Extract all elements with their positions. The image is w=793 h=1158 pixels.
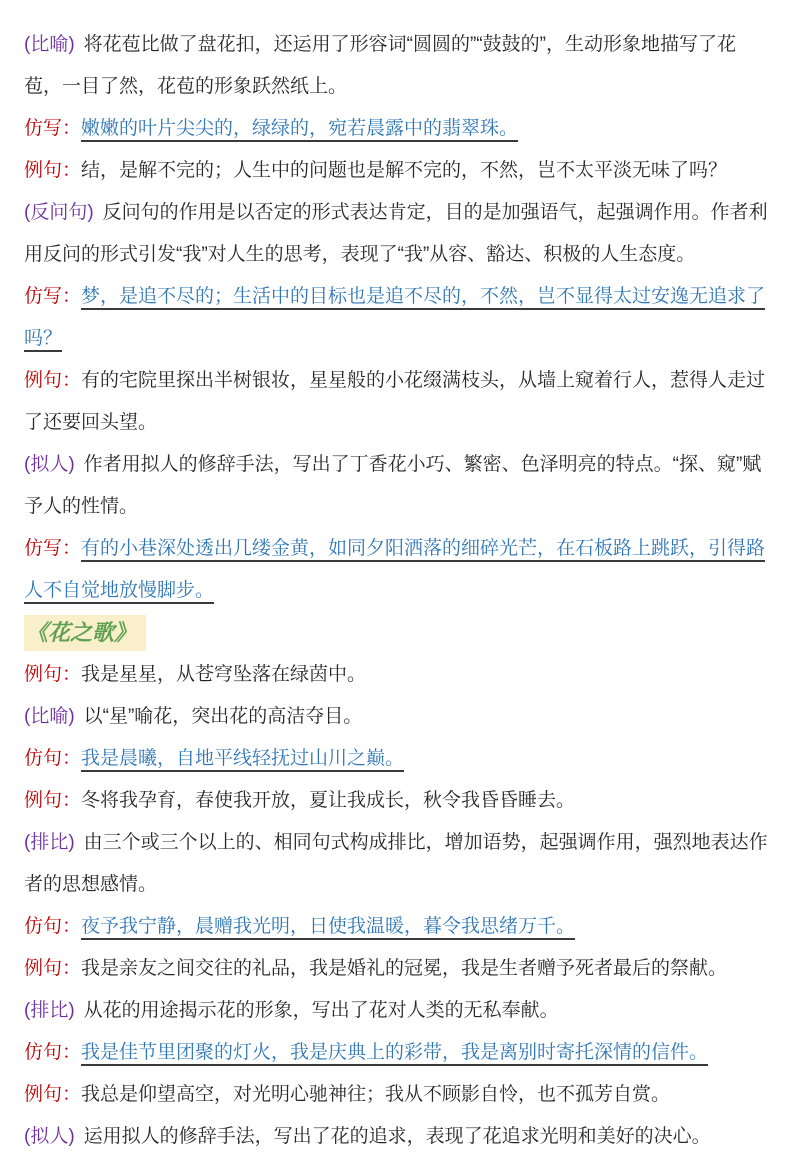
paragraph-example bbox=[24, 780, 773, 822]
paragraph-imitation bbox=[24, 276, 773, 360]
rhetoric-device-label: (拟人) bbox=[24, 1126, 75, 1147]
rhetoric-device-label: (比喻) bbox=[24, 706, 75, 727]
imitation-text: 梦，是追不尽的；生活中的目标也是追不尽的，不然，岂不显得太过安逸无追求了吗？ bbox=[24, 286, 766, 349]
imitation-label: 仿写： bbox=[24, 118, 82, 139]
imitation-label: 仿写： bbox=[24, 286, 82, 307]
imitation-label: 仿句： bbox=[24, 916, 82, 937]
imitation-label: 仿句： bbox=[24, 1042, 82, 1063]
paragraph-imitation bbox=[24, 906, 773, 948]
paragraph-text: 我是星星，从苍穹坠落在绿茵中。 bbox=[81, 664, 367, 685]
paragraph-text: 由三个或三个以上的、相同句式构成排比，增加语势，起强调作用，强烈地表达作者的思想感情。 bbox=[24, 832, 768, 895]
paragraph-device-analysis bbox=[24, 696, 773, 738]
paragraph-text: 运用拟人的修辞手法，写出了花的追求，表现了花追求光明和美好的决心。 bbox=[83, 1126, 711, 1147]
paragraph-example bbox=[24, 654, 773, 696]
imitation-label: 仿句： bbox=[24, 748, 82, 769]
paragraph-text: 将花苞比做了盘花扣，还运用了形容词“圆圆的”“鼓鼓的”，生动形象地描写了花苞，一目了然，花苞的形象跃然纸上。 bbox=[24, 34, 736, 97]
example-label: 例句： bbox=[24, 790, 82, 811]
imitation-text: 我是晨曦，自地平线轻抚过山川之巅。 bbox=[81, 748, 405, 769]
imitation-text: 有的小巷深处透出几缕金黄，如同夕阳洒落的细碎光芒，在石板路上跳跃，引得路人不自觉地放慢脚步。 bbox=[24, 538, 766, 601]
paragraph-example bbox=[24, 1074, 773, 1116]
paragraph-device-analysis bbox=[24, 990, 773, 1032]
paragraph-imitation bbox=[24, 738, 773, 780]
paragraph-text: 从花的用途揭示花的形象，写出了花对人类的无私奉献。 bbox=[83, 1000, 559, 1021]
example-label: 例句： bbox=[24, 160, 82, 181]
example-label: 例句： bbox=[24, 958, 82, 979]
example-label: 例句： bbox=[24, 664, 82, 685]
rhetoric-device-label: (排比) bbox=[24, 832, 75, 853]
paragraph-text: 有的宅院里探出半树银妆，星星般的小花缀满枝头，从墙上窥着行人，惹得人走过了还要回头望。 bbox=[24, 370, 766, 433]
paragraph-device-analysis bbox=[24, 192, 773, 276]
paragraph-text: 我是亲友之间交往的礼品，我是婚礼的冠冕，我是生者赠予死者最后的祭献。 bbox=[81, 958, 728, 979]
paragraph-device-analysis bbox=[24, 822, 773, 906]
paragraph-device-analysis bbox=[24, 24, 773, 108]
imitation-text: 夜予我宁静，晨赠我光明，日使我温暖，暮令我思绪万千。 bbox=[81, 916, 576, 937]
example-label: 例句： bbox=[24, 1084, 82, 1105]
paragraph-imitation bbox=[24, 108, 773, 150]
paragraph-text: 冬将我孕育，春使我开放，夏让我成长，秋令我昏昏睡去。 bbox=[81, 790, 576, 811]
rhetoric-device-label: (比喻) bbox=[24, 34, 75, 55]
imitation-label: 仿写： bbox=[24, 538, 82, 559]
paragraph-text: 我总是仰望高空，对光明心驰神往；我从不顾影自怜，也不孤芳自赏。 bbox=[81, 1084, 671, 1105]
example-label: 例句： bbox=[24, 370, 82, 391]
rhetoric-device-label: (拟人) bbox=[24, 454, 75, 475]
paragraph-example bbox=[24, 360, 773, 444]
rhetoric-device-label: (反问句) bbox=[24, 202, 94, 223]
paragraph-device-analysis bbox=[24, 1116, 773, 1158]
paragraph-example bbox=[24, 948, 773, 990]
paragraph-text: 作者用拟人的修辞手法，写出了丁香花小巧、繁密、色泽明亮的特点。“探、窥”赋予人的性情。 bbox=[24, 454, 762, 517]
paragraph-text: 反问句的作用是以否定的形式表达肯定，目的是加强语气，起强调作用。作者利用反问的形式引发“我”对人生的思考，表现了“我”从容、豁达、积极的人生态度。 bbox=[24, 202, 768, 265]
paragraph-imitation bbox=[24, 1032, 773, 1074]
paragraph-device-analysis bbox=[24, 444, 773, 528]
section-title: 《花之歌》 bbox=[24, 615, 146, 651]
paragraph-text: 结，是解不完的；人生中的问题也是解不完的，不然，岂不太平淡无味了吗？ bbox=[81, 160, 728, 181]
paragraph-imitation bbox=[24, 528, 773, 612]
section-title-row bbox=[24, 612, 773, 654]
imitation-text: 我是佳节里团聚的灯火，我是庆典上的彩带，我是离别时寄托深情的信件。 bbox=[81, 1042, 709, 1063]
rhetoric-device-label: (排比) bbox=[24, 1000, 75, 1021]
paragraph-example bbox=[24, 150, 773, 192]
paragraph-text: 以“星”喻花，突出花的高洁夺目。 bbox=[83, 706, 363, 727]
imitation-text: 嫩嫩的叶片尖尖的，绿绿的，宛若晨露中的翡翠珠。 bbox=[81, 118, 519, 139]
